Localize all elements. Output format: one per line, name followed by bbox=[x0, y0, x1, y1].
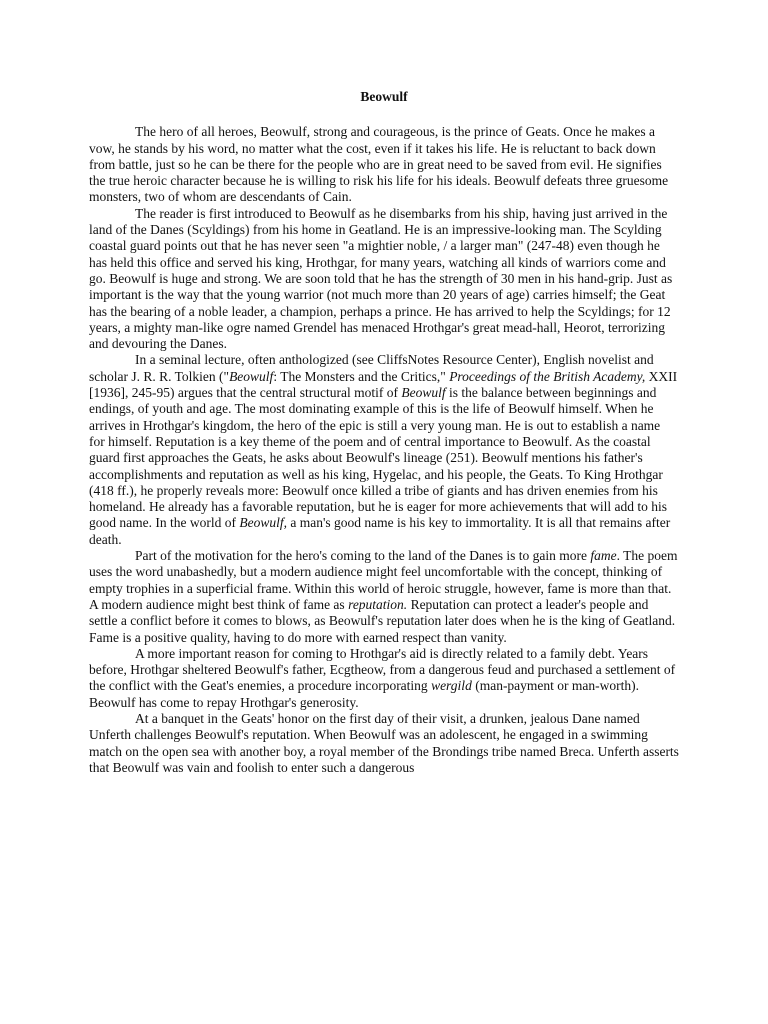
italic-text-run: Beowulf bbox=[229, 368, 274, 384]
text-run: is the balance between beginnings and endings, of youth and age. The most dominating example of this is the life of Beowulf himself. When he arrives in Hrothgar's kingdom, the hero of the epic is still a very young man. He is out to establish a name for himself. Reputation is a key theme of the poem and of central importance to Beowulf. As the coastal guard first approaches the Geats, he asks about Beowulf's lineage (251). Beowulf mentions his father's accomplishments and reputation as well as his king, Hygelac, and his people, the Geats. To King Hrothgar (418 ff.), he properly reveals more: Beowulf once killed a tribe of giants and has driven enemies from his homeland. He already has a favorable reputation, but he is eager for more achievements that will add to his good name. In the world of bbox=[89, 385, 668, 531]
text-run: In a seminal lecture, often anthologized (see CliffsNotes Resource Center), English novelist and scholar J. R. R. Tolkien (" bbox=[89, 352, 654, 384]
text-run: The hero of all heroes, Beowulf, strong and courageous, is the prince of Geats. Once he makes a vow, he stands by his word, no matter what the cost, even if it takes his life. He is reluctant to back down from battle, just so he can be there for the people who are in great need to be saved from evil. He signifies the true heroic character because he is willing to risk his life for his ideals. Beowulf defeats three gruesome monsters, two of whom are descendants of Cain. bbox=[89, 124, 669, 205]
text-run: (man-payment or man-worth). Beowulf has come to repay Hrothgar's generosity. bbox=[89, 678, 640, 710]
text-run: At a banquet in the Geats' honor on the first day of their visit, a drunken, jealous Dane named Unferth challenges Beowulf's reputation. When Beowulf was an adolescent, he engaged in a swimming match on the open sea with another boy, a royal member of the Brondings tribe named Breca. Unferth asserts that Beowulf was vain and foolish to enter such a dangerous bbox=[89, 710, 679, 775]
text-run: XXII [1936], 245-95) argues that the central structural motif of bbox=[89, 368, 678, 401]
italic-text-run: fame bbox=[590, 548, 617, 564]
italic-text-run: Proceedings of the British Academy, bbox=[449, 368, 646, 384]
document-title: Beowulf bbox=[360, 89, 408, 104]
text-run: a man's good name is his key to immortality. It is all that remains after death. bbox=[89, 515, 671, 547]
italic-text-run: reputation. bbox=[348, 596, 408, 612]
text-run: . The poem uses the word unabashedly, but a modern audience might feel uncomfortable with the concept, thinking of empty trophies in a superficial frame. Within this world of heroic struggle, however, fame is more than that. A modern audience might best think of fame as bbox=[89, 548, 678, 612]
text-run: The reader is first introduced to Beowulf as he disembarks from his ship, having just arrived in the land of the Danes (Scyldings) from his home in Geatland. He is an impressive-looking man. The Scylding coastal guard points out that he has never seen "a mightier noble, / a larger man" (247-48) even though he has held this office and served his king, Hrothgar, for many years, watching all kinds of warriors come and go. Beowulf is huge and strong. We are soon told that he has the strength of 30 men in his hand-grip. Just as important is the way that the young warrior (not much more than 20 years of age) carries himself; the Geat has the bearing of a noble leader, a champion, perhaps a prince. He has arrived to help the Scyldings; for 12 years, a mighty man-like ogre named Grendel has menaced Hrothgar's great mead-hall, Heorot, terrorizing and devouring the Danes. bbox=[89, 205, 673, 352]
text-run: A more important reason for coming to Hrothgar's aid is directly related to a family debt. Years before, Hrothgar sheltered Beowulf's father, Ecgtheow, from a dangerous feud and purchased a settlement of the conflict with the Geat's enemies, a procedure incorporating bbox=[89, 645, 676, 694]
text-run: Reputation can protect a leader's people and settle a conflict before it comes to blows, as Beowulf's reputation later does when he is the king of Geatland. Fame is a positive quality, having to do more with earned respect than vanity. bbox=[89, 596, 676, 645]
body-paragraph bbox=[89, 124, 679, 205]
italic-text-run: Beowulf bbox=[401, 385, 446, 401]
body-paragraph bbox=[89, 548, 679, 646]
body-paragraph bbox=[89, 711, 679, 776]
italic-text-run: wergild bbox=[431, 678, 472, 694]
text-run: Part of the motivation for the hero's coming to the land of the Danes is to gain more bbox=[135, 548, 591, 564]
document-page bbox=[89, 89, 679, 776]
body-paragraph bbox=[89, 352, 679, 548]
body-paragraph bbox=[89, 646, 679, 711]
text-run: : The Monsters and the Critics," bbox=[273, 368, 450, 384]
document-body bbox=[89, 124, 679, 776]
body-paragraph bbox=[89, 206, 679, 353]
italic-text-run: Beowulf, bbox=[239, 515, 287, 531]
